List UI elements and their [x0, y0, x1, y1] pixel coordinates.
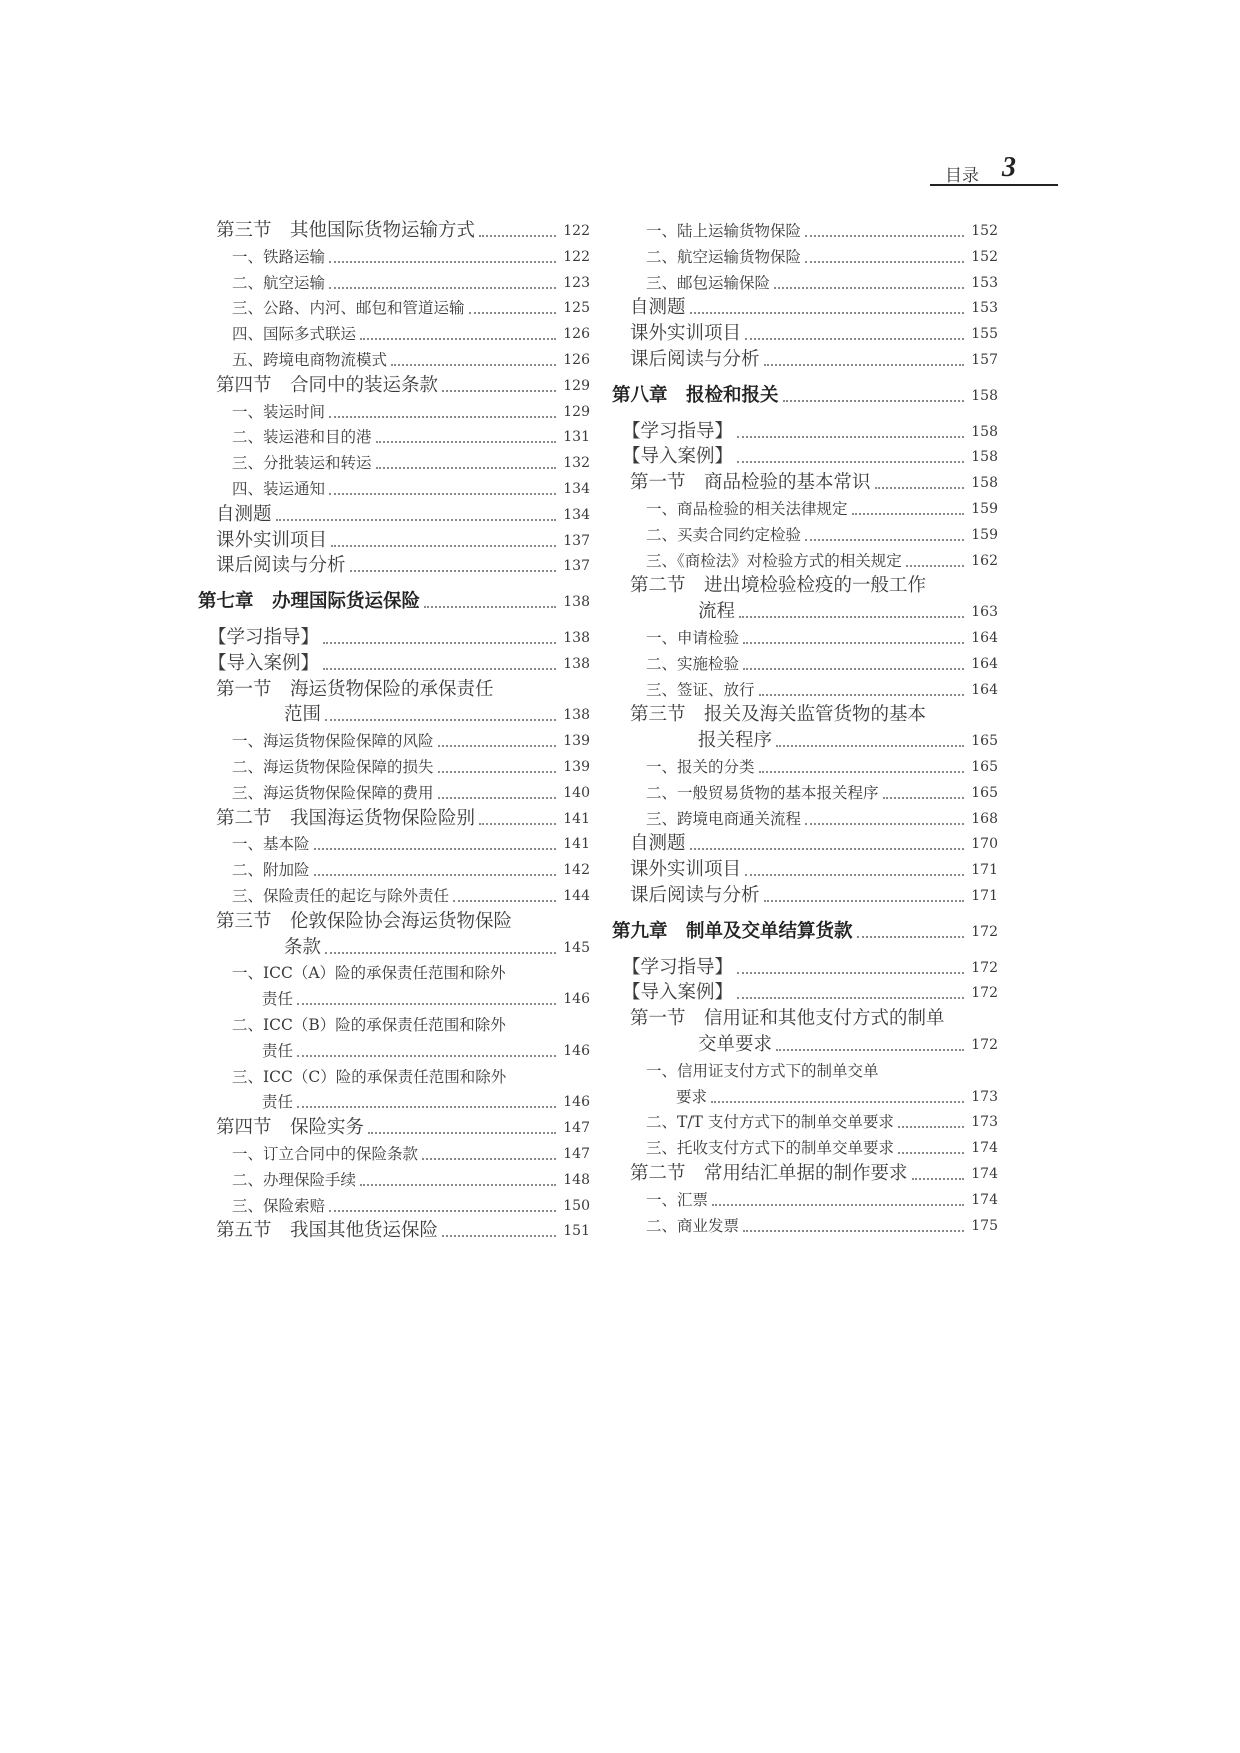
toc-page-number: 164 — [971, 681, 998, 698]
toc-entry — [630, 1213, 998, 1239]
toc-entry — [630, 1187, 998, 1213]
toc-entry-title: 五、跨境电商物流模式 — [232, 351, 388, 369]
toc-entry — [630, 599, 998, 625]
toc-page-number: 139 — [563, 759, 590, 775]
toc-entry-title: 一、商品检验的相关法律规定 — [646, 500, 848, 518]
toc-entry-title: 课外实训项目 — [630, 859, 742, 881]
toc-page-number: 172 — [971, 923, 998, 940]
dot-leader — [783, 400, 964, 402]
running-head-label: 目录 — [945, 166, 979, 186]
toc-entry-title: 二、一般贸易货物的基本报关程序 — [646, 783, 879, 802]
toc-entry — [630, 806, 998, 832]
dot-leader — [737, 972, 964, 974]
toc-page-number: 147 — [563, 1120, 590, 1137]
dot-leader — [376, 441, 556, 443]
dot-leader — [329, 416, 556, 418]
page-number: 3 — [1002, 152, 1016, 183]
toc-entry-title: 【学习指导】 — [622, 956, 734, 978]
toc-page-number: 159 — [971, 501, 998, 517]
toc-entry — [630, 548, 998, 574]
toc-entry-title: 第五节 我国其他货运保险 — [216, 1220, 439, 1242]
running-head — [930, 152, 1058, 186]
toc-entry — [216, 553, 590, 579]
toc-page-number: 138 — [563, 655, 590, 672]
dot-leader — [329, 261, 556, 263]
toc-page-number: 157 — [971, 352, 998, 368]
toc-entry — [216, 476, 590, 502]
dot-leader — [325, 719, 556, 721]
toc-page-number: 164 — [971, 630, 998, 646]
dot-leader — [360, 338, 556, 340]
toc-entry — [630, 651, 998, 677]
toc-entry-title: 二、买卖合同约定检验 — [646, 525, 802, 544]
toc-page-number: 145 — [563, 939, 590, 956]
toc-entry-title: 第二节 常用结汇单据的制作要求 — [630, 1163, 908, 1184]
toc-entry-title: 第二节 我国海运货物保险险别 — [216, 807, 476, 829]
dot-leader — [743, 1230, 964, 1232]
toc-page-number: 164 — [971, 655, 998, 672]
toc-entry — [630, 573, 998, 599]
dot-leader — [745, 338, 964, 340]
toc-entry — [216, 1218, 590, 1244]
toc-chapter-entry — [198, 589, 590, 615]
toc-entry-title: 一、ICC（A）险的承保责任范围和除外 — [232, 964, 506, 983]
toc-page-number: 138 — [563, 594, 590, 611]
toc-entry — [216, 909, 590, 935]
dot-leader — [690, 848, 964, 850]
toc-entry-title: 第二节 进出境检验检疫的一般工作 — [630, 575, 927, 597]
dot-leader — [276, 519, 556, 521]
toc-page-number: 165 — [971, 784, 998, 801]
dot-leader — [805, 261, 964, 263]
dot-leader — [739, 616, 964, 618]
dot-leader — [764, 900, 964, 902]
toc-entry — [216, 270, 590, 296]
toc-entry — [216, 677, 590, 703]
toc-entry — [216, 244, 590, 270]
dot-leader — [737, 436, 964, 438]
toc-entry — [630, 496, 998, 522]
toc-entry — [216, 218, 590, 244]
toc-page-number: 134 — [563, 506, 590, 523]
toc-entry-title: 二、海运货物保险保障的损失 — [232, 758, 434, 776]
toc-entry-title: 二、航空运输 — [232, 273, 326, 292]
dot-leader — [331, 545, 556, 547]
toc-entry-title: 三、跨境电商通关流程 — [646, 809, 802, 828]
toc-entry-title: 二、附加险 — [232, 861, 310, 880]
dot-leader — [805, 539, 964, 541]
toc-entry-title: 三、公路、内河、邮包和管道运输 — [232, 299, 465, 318]
toc-entry — [216, 960, 590, 986]
toc-entry-title: 课外实训项目 — [630, 323, 742, 345]
toc-entry — [630, 1109, 998, 1135]
toc-page-number: 172 — [971, 985, 998, 1002]
dot-leader — [898, 1126, 964, 1128]
toc-entry-title: 三、海运货物保险保障的费用 — [232, 783, 434, 802]
toc-entry — [630, 625, 998, 651]
dot-leader — [376, 467, 556, 469]
toc-page-number: 151 — [563, 1223, 590, 1240]
toc-page-number: 170 — [971, 836, 998, 853]
toc-page-number: 172 — [971, 1037, 998, 1053]
toc-entry-title: 四、国际多式联运 — [232, 325, 357, 344]
dot-leader — [759, 771, 964, 773]
toc-entry — [216, 528, 590, 554]
toc-entry-title: 【学习指导】 — [622, 420, 734, 442]
toc-entry-title: 三、邮包运输保险 — [646, 273, 771, 292]
toc-entry-title: 一、订立合同中的保险条款 — [232, 1145, 419, 1163]
dot-leader — [297, 1106, 556, 1108]
toc-entry — [630, 1058, 998, 1084]
toc-page-number: 125 — [563, 300, 590, 317]
toc-page-number: 158 — [971, 423, 998, 440]
toc-entry — [630, 270, 998, 296]
dot-leader — [314, 874, 556, 876]
toc-entry-title: 条款 — [284, 936, 322, 958]
toc-entry-title: 一、铁路运输 — [232, 247, 326, 266]
dot-leader — [883, 797, 964, 799]
toc-entry — [216, 806, 590, 832]
toc-entry — [216, 857, 590, 883]
toc-page-number: 122 — [563, 223, 590, 239]
toc-entry — [630, 677, 998, 703]
dot-leader — [743, 642, 964, 644]
toc-entry — [630, 347, 998, 373]
toc-entry-title: 责任 — [262, 1041, 294, 1060]
toc-entry-title: 一、陆上运输货物保险 — [646, 222, 802, 240]
toc-page-number: 175 — [971, 1217, 998, 1234]
toc-page-number: 140 — [563, 784, 590, 801]
toc-page-number: 168 — [971, 810, 998, 827]
toc-chapter-entry — [612, 919, 998, 945]
toc-page-number: 146 — [563, 991, 590, 1008]
toc-entry-title: 课后阅读与分析 — [630, 349, 760, 370]
toc-page-number: 153 — [971, 300, 998, 317]
toc-page-number: 138 — [563, 707, 590, 724]
toc-page-number: 152 — [971, 223, 998, 239]
dot-leader — [424, 606, 556, 608]
toc-entry — [216, 780, 590, 806]
toc-page-number: 129 — [563, 403, 590, 420]
dot-leader — [323, 642, 556, 644]
dot-leader — [469, 312, 556, 314]
toc-entry — [630, 1135, 998, 1161]
dot-leader — [857, 936, 964, 938]
toc-entry-title: 第四节 保险实务 — [216, 1117, 365, 1139]
dot-leader — [438, 771, 556, 773]
toc-entry — [216, 754, 590, 780]
toc-entry-title: 一、申请检验 — [646, 629, 740, 647]
toc-entry-title: 第七章 办理国际货运保险 — [198, 591, 421, 613]
toc-page-number: 174 — [971, 1166, 998, 1182]
toc-entry-title: 三、托收支付方式下的制单交单要求 — [646, 1139, 895, 1158]
toc-entry-title: 第三节 其他国际货物运输方式 — [216, 220, 476, 241]
toc-entry — [216, 399, 590, 425]
dot-leader — [442, 390, 556, 392]
toc-entry — [216, 1089, 590, 1115]
toc-entry — [622, 955, 998, 981]
toc-entry-title: 流程 — [698, 601, 736, 623]
dot-leader — [759, 694, 964, 696]
toc-entry — [630, 728, 998, 754]
dot-leader — [912, 1178, 964, 1180]
toc-entry — [216, 728, 590, 754]
toc-entry-title: 课外实训项目 — [216, 529, 328, 551]
toc-page-number: 126 — [563, 326, 590, 343]
dot-leader — [776, 745, 964, 747]
dot-leader — [329, 1210, 556, 1212]
toc-page-number: 148 — [563, 1171, 590, 1188]
toc-entry-title: 第三节 报关及海关监管货物的基本 — [630, 704, 927, 726]
toc-page-number: 142 — [563, 862, 590, 879]
dot-leader — [297, 1055, 556, 1057]
toc-entry — [630, 295, 998, 321]
dot-leader — [438, 745, 556, 747]
toc-entry — [622, 419, 998, 445]
toc-entry — [216, 986, 590, 1012]
toc-entry-title: 【导入案例】 — [208, 652, 320, 674]
toc-entry-title: 课后阅读与分析 — [216, 555, 346, 577]
dot-leader — [805, 823, 964, 825]
dot-leader — [774, 287, 964, 289]
toc-entry — [216, 502, 590, 528]
toc-entry-title: 课后阅读与分析 — [630, 885, 760, 906]
toc-entry-title: 第九章 制单及交单结算货款 — [612, 920, 853, 942]
toc-entry — [208, 625, 590, 651]
toc-page-number: 129 — [563, 377, 590, 394]
toc-chapter-entry — [612, 383, 998, 409]
toc-entry — [630, 831, 998, 857]
dot-leader — [898, 1152, 964, 1154]
dot-leader — [442, 1235, 556, 1237]
toc-entry — [216, 321, 590, 347]
toc-entry — [630, 1161, 998, 1187]
toc-page-number: 158 — [971, 387, 998, 404]
toc-entry — [630, 522, 998, 548]
toc-entry — [208, 651, 590, 677]
toc-entry-title: 第三节 伦敦保险协会海运货物保险 — [216, 910, 513, 932]
toc-entry — [630, 883, 998, 909]
toc-entry — [630, 702, 998, 728]
toc-entry-title: 三、保险责任的起讫与除外责任 — [232, 887, 450, 905]
toc-page-number: 163 — [971, 604, 998, 621]
dot-leader — [360, 1184, 556, 1186]
toc-entry-title: 自测题 — [216, 503, 272, 525]
toc-page-number: 174 — [971, 1191, 998, 1208]
toc-entry — [630, 1006, 998, 1032]
toc-page-number: 152 — [971, 248, 998, 265]
toc-page-number: 139 — [563, 733, 590, 750]
toc-entry — [630, 244, 998, 270]
toc-entry — [216, 1038, 590, 1064]
toc-page-number: 172 — [971, 959, 998, 976]
dot-leader — [712, 1204, 964, 1206]
dot-leader — [743, 668, 964, 670]
toc-entry-title: 第一节 海运货物保险的承保责任 — [216, 678, 494, 700]
dot-leader — [438, 797, 556, 799]
toc-page-number: 123 — [563, 274, 590, 291]
toc-page-number: 138 — [563, 630, 590, 646]
toc-page-number: 132 — [563, 455, 590, 472]
toc-entry — [630, 218, 998, 244]
dot-leader — [350, 570, 556, 572]
dot-leader — [852, 513, 964, 515]
toc-entry-title: 自测题 — [630, 833, 686, 855]
dot-leader — [690, 312, 964, 314]
toc-entry-title: 二、装运港和目的港 — [232, 428, 372, 447]
toc-entry-title: 责任 — [262, 990, 294, 1009]
dot-leader — [875, 487, 964, 489]
toc-entry-title: 【导入案例】 — [622, 982, 734, 1004]
toc-page-number: 144 — [563, 888, 590, 904]
toc-entry — [216, 450, 590, 476]
toc-entry-title: 三、《商检法》对检验方式的相关规定 — [646, 551, 902, 570]
toc-entry — [216, 935, 590, 961]
toc-page-number: 173 — [971, 1114, 998, 1131]
toc-entry-title: 三、分批装运和转运 — [232, 454, 372, 473]
toc-entry-title: 二、实施检验 — [646, 654, 740, 673]
toc-entry — [630, 321, 998, 347]
toc-entry-title: 自测题 — [630, 297, 686, 319]
toc-page-number: 147 — [563, 1146, 590, 1162]
toc-entry-title: 一、基本险 — [232, 835, 310, 854]
toc-page-number: 162 — [971, 552, 998, 569]
dot-leader — [453, 900, 556, 902]
toc-entry — [216, 347, 590, 373]
toc-entry — [630, 780, 998, 806]
toc-entry-title: 【学习指导】 — [208, 627, 320, 648]
toc-page-number: 171 — [971, 862, 998, 879]
dot-leader — [805, 235, 964, 237]
dot-leader — [323, 668, 556, 670]
dot-leader — [314, 848, 556, 850]
toc-page-number: 122 — [563, 248, 590, 265]
dot-leader — [906, 565, 964, 567]
toc-page-number: 153 — [971, 274, 998, 291]
toc-entry-title: 三、签证、放行 — [646, 680, 755, 699]
toc-entry — [216, 1167, 590, 1193]
toc-entry-title: 三、ICC（C）险的承保责任范围和除外 — [232, 1067, 507, 1086]
toc-page-number: 158 — [971, 449, 998, 466]
toc-entry — [216, 1064, 590, 1090]
toc-page-number: 146 — [563, 1094, 590, 1111]
dot-leader — [297, 1003, 556, 1005]
toc-page-number: 174 — [971, 1140, 998, 1157]
toc-entry — [630, 857, 998, 883]
toc-page-number: 158 — [971, 475, 998, 492]
toc-entry-title: 四、装运通知 — [232, 480, 326, 498]
toc-entry — [622, 444, 998, 470]
toc-entry-title: 责任 — [262, 1093, 294, 1112]
toc-page-number: 159 — [971, 526, 998, 543]
toc-entry — [216, 831, 590, 857]
toc-entry — [622, 980, 998, 1006]
toc-page-number: 126 — [563, 352, 590, 368]
toc-entry-title: 一、信用证支付方式下的制单交单 — [646, 1061, 879, 1080]
dot-leader — [479, 235, 556, 237]
dot-leader — [737, 461, 964, 463]
toc-page-number: 141 — [563, 836, 590, 853]
dot-leader — [764, 364, 964, 366]
dot-leader — [391, 364, 556, 366]
toc-entry-title: 报关程序 — [698, 730, 773, 752]
dot-leader — [329, 287, 556, 289]
toc-page-number: 134 — [563, 481, 590, 497]
toc-entry-title: 范围 — [284, 704, 322, 726]
dot-leader — [737, 997, 964, 999]
toc-page-number: 165 — [971, 759, 998, 775]
toc-entry — [216, 1012, 590, 1038]
toc-entry-title: 交单要求 — [698, 1034, 773, 1055]
toc-page-number: 171 — [971, 888, 998, 904]
toc-entry-title: 第四节 合同中的装运条款 — [216, 374, 439, 396]
toc-entry — [216, 1115, 590, 1141]
toc-entry-title: 第八章 报检和报关 — [612, 384, 779, 406]
toc-entry-title: 要求 — [676, 1087, 708, 1106]
toc-entry — [216, 702, 590, 728]
toc-entry — [216, 424, 590, 450]
toc-entry — [630, 1032, 998, 1058]
toc-entry-title: 二、商业发票 — [646, 1216, 740, 1235]
dot-leader — [745, 874, 964, 876]
toc-page-number: 137 — [563, 532, 590, 549]
toc-entry-title: 一、报关的分类 — [646, 758, 755, 776]
dot-leader — [711, 1101, 964, 1103]
toc-entry — [216, 1141, 590, 1167]
toc-page-number: 150 — [563, 1197, 590, 1214]
toc-page-number: 146 — [563, 1042, 590, 1059]
toc-entry — [216, 295, 590, 321]
toc-entry-title: 【导入案例】 — [622, 446, 734, 468]
dot-leader — [479, 823, 556, 825]
toc-entry-title: 三、保险索赔 — [232, 1196, 326, 1215]
dot-leader — [325, 952, 556, 954]
toc-entry-title: 二、T/T 支付方式下的制单交单要求 — [646, 1113, 894, 1132]
toc-entry — [216, 373, 590, 399]
toc-page-number: 155 — [971, 326, 998, 343]
toc-entry-title: 二、ICC（B）险的承保责任范围和除外 — [232, 1016, 506, 1034]
toc-entry — [630, 754, 998, 780]
toc-page-number: 165 — [971, 733, 998, 750]
toc-entry-title: 第一节 商品检验的基本常识 — [630, 472, 871, 494]
toc-entry-title: 一、装运时间 — [232, 402, 326, 421]
toc-entry-title: 一、海运货物保险保障的风险 — [232, 732, 434, 751]
toc-entry-title: 一、汇票 — [646, 1190, 709, 1209]
dot-leader — [422, 1158, 556, 1160]
dot-leader — [368, 1132, 556, 1134]
toc-page-number: 173 — [971, 1088, 998, 1105]
toc-entry-title: 第一节 信用证和其他支付方式的制单 — [630, 1008, 945, 1030]
toc-entry — [630, 1084, 998, 1110]
dot-leader — [329, 493, 556, 495]
toc-page-number: 141 — [563, 810, 590, 827]
toc-entry — [216, 883, 590, 909]
toc-entry — [216, 1193, 590, 1219]
toc-entry — [630, 470, 998, 496]
toc-entry-title: 二、航空运输货物保险 — [646, 247, 802, 266]
toc-page-number: 131 — [563, 429, 590, 446]
dot-leader — [776, 1049, 964, 1051]
toc-entry-title: 二、办理保险手续 — [232, 1170, 357, 1189]
toc-page-number: 137 — [563, 558, 590, 575]
